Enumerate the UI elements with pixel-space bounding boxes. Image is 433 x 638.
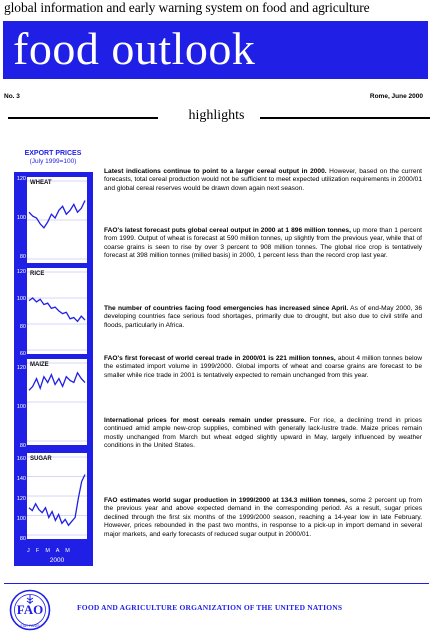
maize-chart	[27, 359, 87, 445]
maize-plot	[27, 359, 87, 445]
maize-tick-label: 100	[16, 404, 26, 410]
highlight-paragraph	[104, 227, 422, 261]
highlight-body: As of end-May 2000, 36 developing countries face serious food shortages, primarily due to drought, but also due to civil strife and floods, particularly in Africa.	[104, 305, 422, 329]
wheat-chart	[27, 177, 87, 263]
footer-rule	[4, 583, 429, 584]
sugar-label: SUGAR	[30, 456, 52, 462]
month-axis-labels: J F M A M	[27, 548, 73, 554]
price-series-line	[29, 298, 85, 321]
rice-tick-label: 100	[16, 296, 26, 302]
sugar-chart	[27, 453, 87, 539]
sugar-tick-label: 80	[19, 536, 26, 542]
rice-tick-label: 120	[16, 269, 26, 275]
highlight-lead: International prices for most cereals remain under pressure.	[104, 417, 307, 424]
sugar-plot	[27, 453, 87, 539]
highlight-lead: FAO's latest forecast puts global cereal output in 2000 at 1 896 million tonnes,	[104, 227, 351, 234]
highlight-lead: The number of countries facing food emergencies has increased since April.	[104, 305, 349, 312]
rice-plot	[27, 268, 87, 354]
export-prices-charts	[14, 172, 93, 566]
place-date: Rome, June 2000	[369, 93, 423, 100]
highlight-paragraph	[104, 417, 422, 451]
rule-right	[260, 117, 430, 119]
fao-logo	[9, 589, 51, 631]
highlight-body: However, based on the current forecasts, total cereal production would not be sufficient to meet expected utilization requirements in 2000/01 and global cereal reserves would be drawn down again next season.	[104, 168, 422, 192]
export-prices-subtitle: (July 1999=100)	[29, 158, 77, 165]
svg-text:FAO: FAO	[16, 602, 44, 617]
section-title: highlights	[188, 108, 245, 123]
title-banner	[3, 21, 428, 79]
tagline: global information and early warning system on food and agriculture	[4, 0, 370, 15]
highlight-body: For rice, a declining trend in prices continued amid ample new-crop supplies, combined with generally lack-lustre trade. Maize prices remain mostly unchanged from March but wheat edged slightly upward in May, largely influenced by weather conditions in the United States.	[104, 417, 422, 450]
highlight-body: up more than 1 percent from 1999. Output of wheat is forecast at 590 million tonnes, up slightly from the previous year, while that of coarse grains is seen to rise by over 3 percent to 908 million tonnes. The global rice crop is tentatively forecast at 398 million tonnes (milled basis) in 2000, 1 percent less than the record crop last year.	[104, 227, 423, 260]
sugar-tick-label: 160	[16, 456, 26, 462]
rice-tick-label: 60	[19, 351, 26, 357]
highlight-paragraph	[104, 168, 422, 193]
rice-chart	[27, 268, 87, 354]
sugar-tick-label: 140	[16, 476, 26, 482]
highlight-lead: FAO's first forecast of world cereal trade in 2000/01 is 221 million tonnes,	[104, 355, 336, 362]
highlight-paragraph	[104, 497, 422, 539]
wheat-label: WHEAT	[30, 180, 52, 186]
export-prices-title: EXPORT PRICES	[24, 150, 82, 157]
price-series-line	[29, 201, 85, 228]
highlight-lead: FAO estimates world sugar production in 1999/2000 at 134.3 million tonnes,	[104, 497, 348, 504]
highlight-body: some 2 percent up from the previous year and above expected demand in the corresponding period. As a result, sugar prices declined through the first six months of the 1999/2000 season, reaching a 14-year low in late February. However, prices rebounded in the past two months, in response to a pick-up in import demand in several major markets, and early forecasts of reduced sugar output in 2000/01.	[104, 497, 422, 538]
highlight-body: about 4 million tonnes below the estimated import volume in 1999/2000. Global imports of wheat and coarse grains are forecast to be smaller while rice trade in 2001 is tentatively expected to remain unchanged from this year.	[104, 355, 423, 379]
maize-tick-label: 80	[19, 443, 26, 449]
highlight-paragraph	[104, 305, 422, 330]
maize-tick-label: 120	[16, 365, 26, 371]
logo-motto: FIAT PANIS	[20, 624, 40, 628]
maize-label: MAIZE	[30, 362, 49, 368]
year-axis-label: 2000	[49, 557, 65, 564]
publication-title: food outlook	[13, 23, 256, 74]
wheat-plot	[27, 177, 87, 263]
sugar-tick-label: 100	[16, 516, 26, 522]
rice-label: RICE	[30, 271, 45, 277]
highlight-lead: Latest indications continue to point to a larger cereal output in 2000.	[104, 168, 327, 175]
organization-name: FOOD AND AGRICULTURE ORGANIZATION OF THE UNITED NATIONS	[77, 603, 343, 612]
sugar-tick-label: 120	[16, 496, 26, 502]
issue-number: No. 3	[4, 93, 20, 100]
highlight-paragraph	[104, 355, 422, 380]
wheat-tick-label: 80	[19, 254, 26, 260]
price-series-line	[29, 373, 85, 391]
price-series-line	[29, 475, 85, 526]
wheat-tick-label: 100	[16, 215, 26, 221]
rice-tick-label: 80	[19, 324, 26, 330]
wheat-tick-label: 120	[16, 176, 26, 182]
